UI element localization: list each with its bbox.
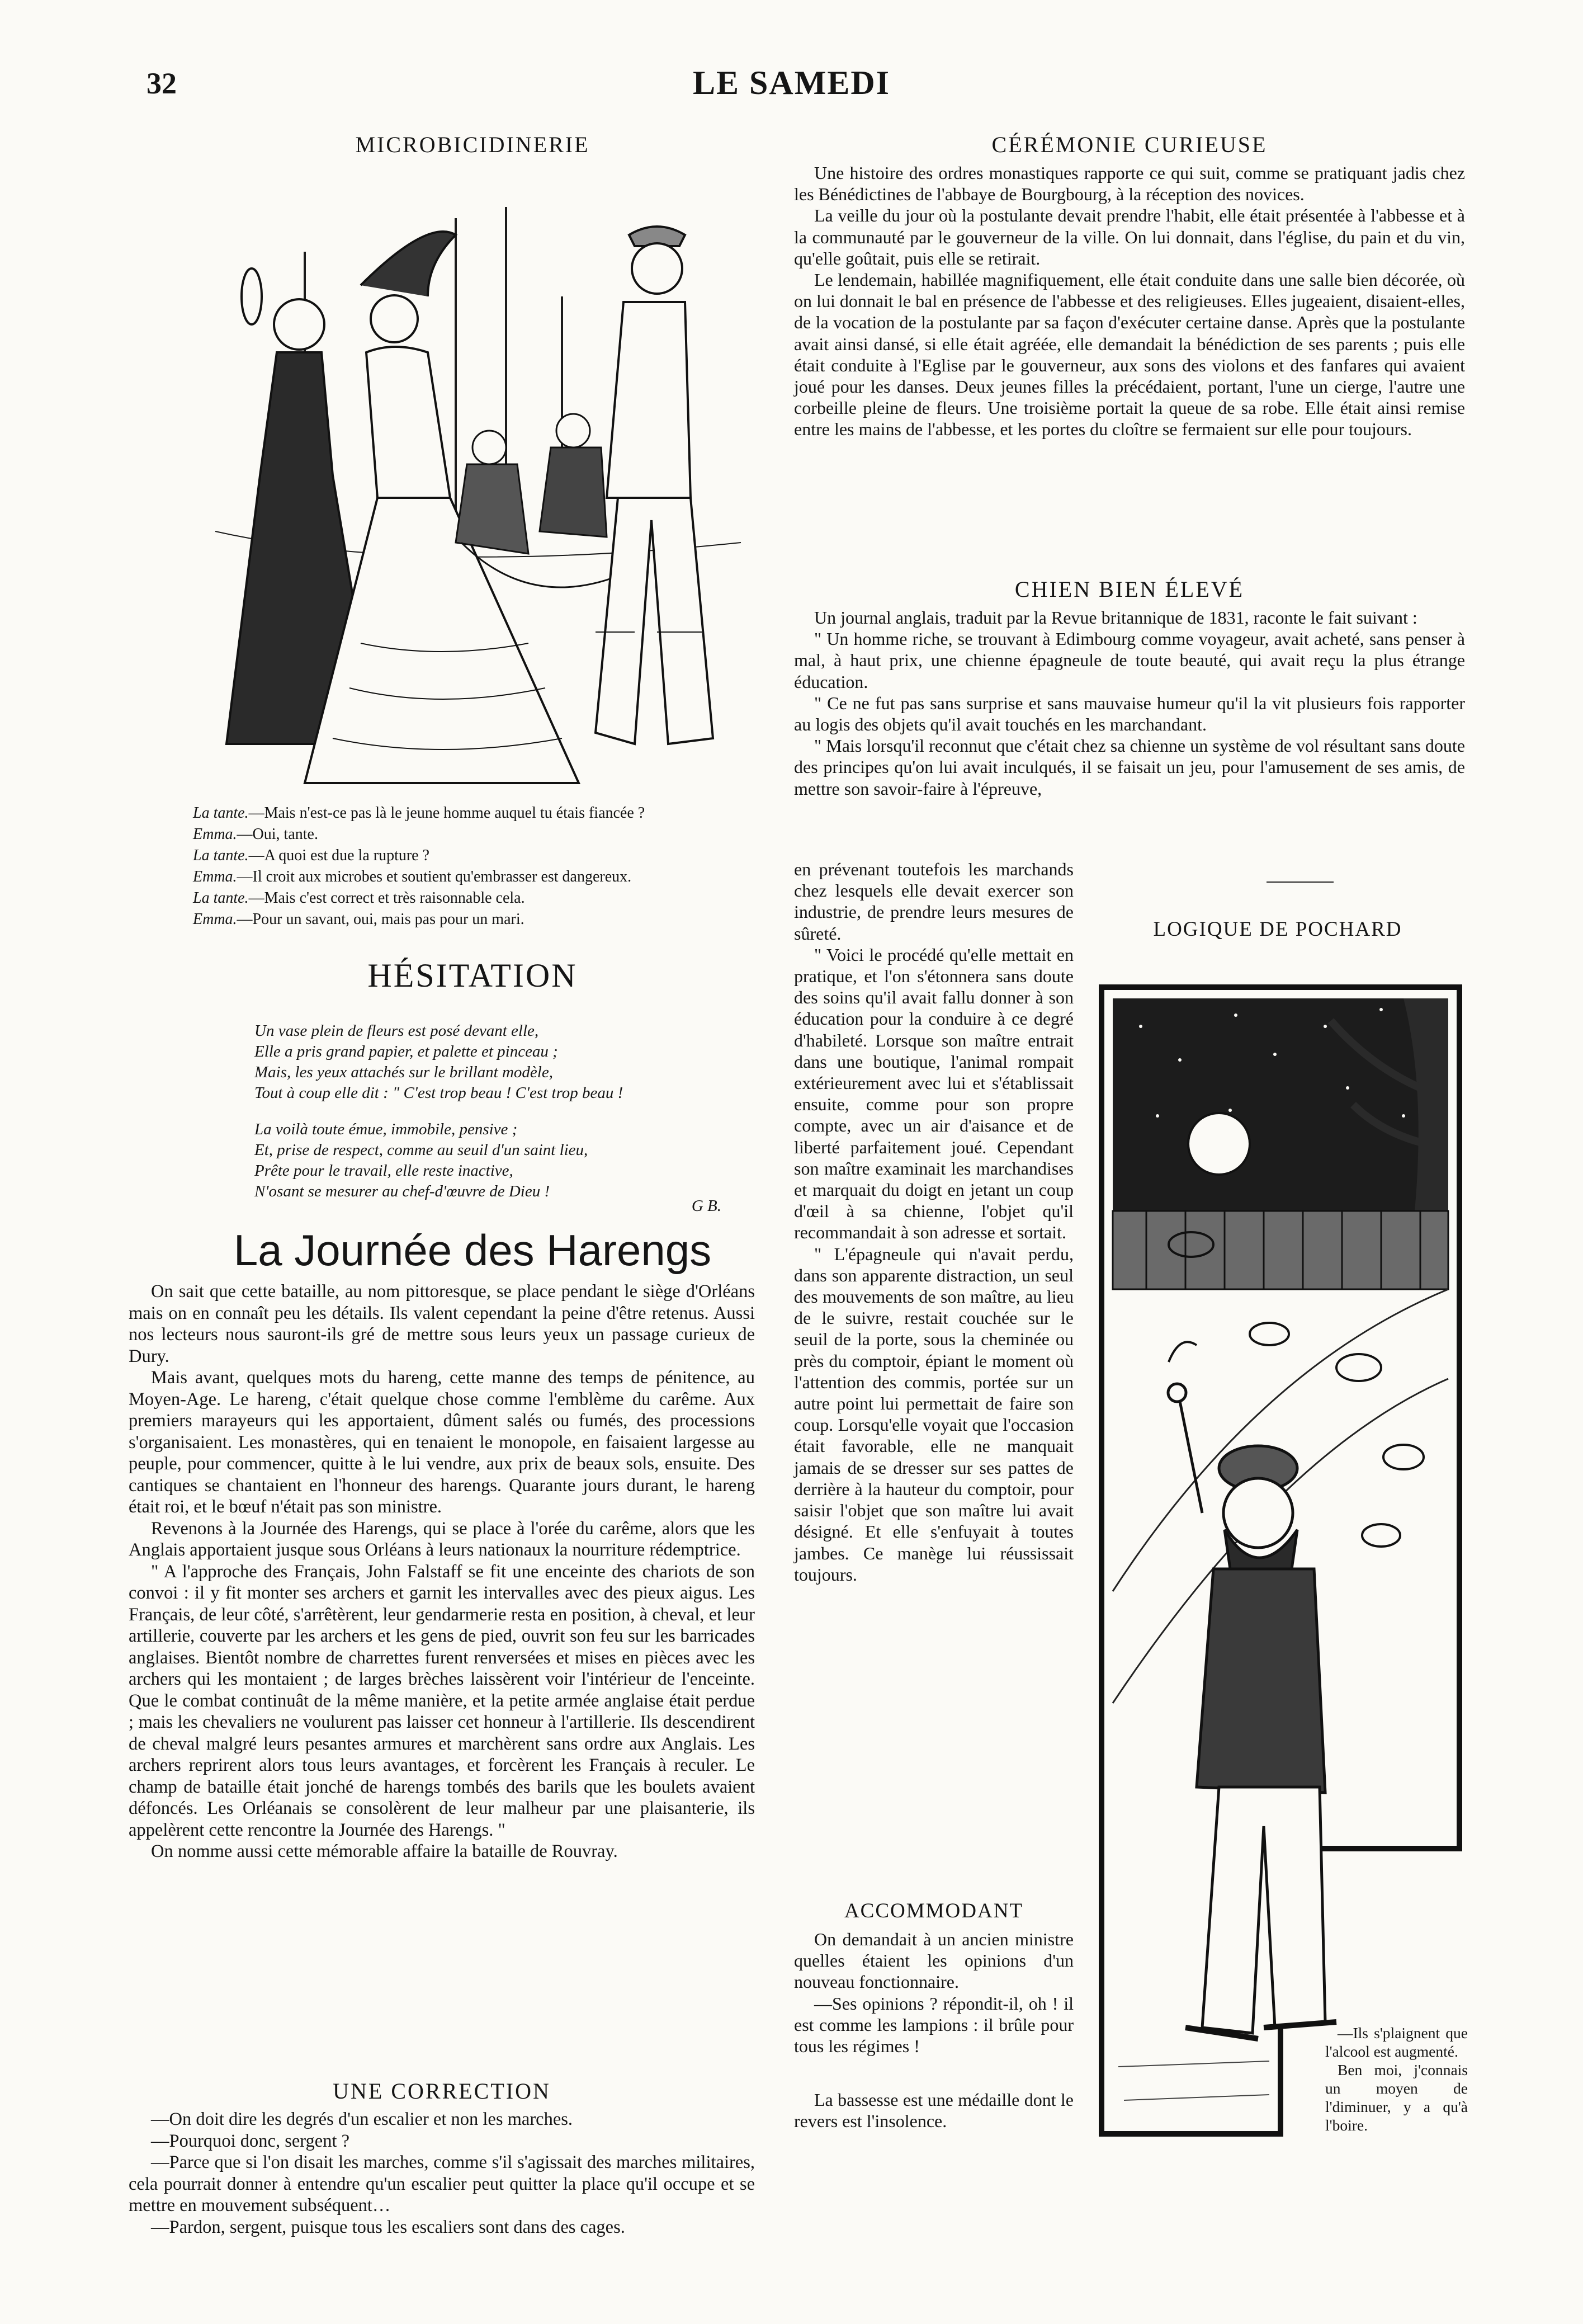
article-paragraph: Revenons à la Journée des Harengs, qui se place à l'orée du carême, alors que les Anglais apportaient jusque sous Orléans à leurs nationaux la nourriture rédemptrice. bbox=[129, 1518, 755, 1560]
poem-line: Elle a pris grand papier, et palette et pinceau ; bbox=[254, 1043, 558, 1060]
ceremonie-title: CÉRÉMONIE CURIEUSE bbox=[991, 132, 1268, 157]
accommodant-title: ACCOMMODANT bbox=[844, 1899, 1024, 1922]
microbicidinerie-title: MICROBICIDINERIE bbox=[355, 132, 590, 157]
poem-signature: G B. bbox=[691, 1197, 721, 1215]
poem-line: Et, prise de respect, comme au seuil d'un saint lieu, bbox=[254, 1141, 588, 1159]
article-paragraph: —Ses opinions ? répondit-il, oh ! il est comme les lampions : il brûle pour tous les régimes ! bbox=[794, 1993, 1074, 2057]
poem-stanza bbox=[254, 1021, 758, 1104]
hesitation-poem bbox=[254, 1021, 758, 1218]
article-paragraph: " L'épagneule qui n'avait perdu, dans son apparente distraction, un seul des mouvements de son maître, au lieu de le suivre, restait couchée sur le seuil de la porte, sous la cheminée ou près du comptoir, épiant le moment où l'attention des commis, portée sur un autre point lui permettait de faire son coup. Lorsqu'elle voyait que l'occasion était favorable, elle ne manquait jamais de se dresser sur ses pattes de derrière à la hauteur du comptoir, pour saisir l'objet que son maître lui avait désigné. Et elle s'enfuyait à toutes jambes. Ce manège lui réussissait toujours. bbox=[794, 1243, 1074, 1585]
article-paragraph: Une histoire des ordres monastiques rapporte ce qui suit, comme se pratiquant jadis chez les Bénédictines de l'abbaye de Bourgbourg, à la réception des novices. bbox=[794, 163, 1465, 205]
pochard-caption bbox=[1325, 2024, 1468, 2134]
article-paragraph: La veille du jour où la postulante devait prendre l'habit, elle était présentée à l'abbesse et à la communauté par le gouverneur de la ville. On lui donnait, dans l'église, du pain et du vin, qu'elle goûtait, puis elle se retirait. bbox=[794, 205, 1465, 268]
poem-stanza bbox=[254, 1119, 758, 1202]
poem-line: Tout à coup elle dit : " C'est trop beau ! C'est trop beau ! bbox=[254, 1084, 623, 1102]
harengs-article bbox=[129, 1281, 755, 1863]
dialogue-line: Emma.—Il croit aux microbes et soutient qu'embrasser est dangereux. bbox=[193, 868, 632, 885]
article-paragraph: Mais avant, quelques mots du hareng, cette manne des temps de pénitence, au Moyen-Age. Le hareng, c'était quelque chose comme l'emblème du carême. Aux premiers marayeurs qui les apportaient, dûment salés ou fumés, des processions s'organisaient. Les monastères, qui en tenaient le monopole, en faisaient largesse au peuple, pour commencer, quitte à le lui vendre, aux prix de beaux sols, ensuite. Des cantiques se chantaient en l'honneur des harengs. Quarante jours durant, le hareng était roi, et le bœuf n'était pas son ministre. bbox=[129, 1368, 755, 1517]
journal-title: LE SAMEDI bbox=[692, 64, 891, 101]
article-paragraph: On demandait à un ancien ministre quelles étaient les opinions d'un nouveau fonctionnaire. bbox=[794, 1929, 1074, 1992]
article-paragraph: " Un homme riche, se trouvant à Edimbourg comme voyageur, avait acheté, sans penser à mal, à haut prix, une chienne épagneule de toute beauté, qui avait reçu la plus étrange éducation. bbox=[794, 629, 1465, 692]
poem-line: Un vase plein de fleurs est posé devant elle, bbox=[254, 1022, 539, 1040]
hesitation-title: HÉSITATION bbox=[367, 957, 578, 994]
pochard-title: LOGIQUE DE POCHARD bbox=[1153, 918, 1402, 941]
chien-article-body bbox=[794, 859, 1074, 1585]
article-paragraph: " Voici le procédé qu'elle mettait en pratique, et l'on s'étonnera sans doute des soins qu'il avait fallu donner à son éducation pour la conduire à ce degré d'habileté. Lorsque son maître entrait dans une boutique, l'animal rompait extérieurement avec lui et s'établissait ensuite, comme pour son propre compte, avec un air d'aisance et de liberté parfaitement joué. Cependant son maître examinait les marchandises et marquait du doigt en jetant un coup d'œil à sa chienne, l'objet qu'il recommandait à son adresse et sortait. bbox=[794, 944, 1074, 1243]
accommodant-article bbox=[794, 1929, 1074, 2057]
caption-line: Ben moi, j'connais un moyen de l'diminuer, y a qu'à l'boire. bbox=[1325, 2061, 1468, 2134]
caption-line: —Ils s'plaignent que l'alcool est augmenté. bbox=[1325, 2024, 1468, 2060]
article-paragraph: On nomme aussi cette mémorable affaire la bataille de Rouvray. bbox=[151, 1841, 618, 1861]
article-paragraph: —Parce que si l'on disait les marches, comme s'il s'agissait des marches militaires, cela pourrait donner à entendre qu'un escalier peut quitter la place qu'il occupe et se mettre en mouvement subséquent… bbox=[129, 2152, 755, 2215]
dialogue-line: La tante.—Mais n'est-ce pas là le jeune homme auquel tu étais fiancée ? bbox=[193, 804, 645, 822]
article-paragraph: On sait que cette bataille, au nom pittoresque, se place pendant le siège d'Orléans mais on en connaît peu les détails. Ils valent cependant la peine d'être retenus. Aussi nos lecteurs nous sauront-ils gré de mettre sous leurs yeux un passage curieux de Dury. bbox=[129, 1281, 755, 1366]
section-divider bbox=[1267, 881, 1334, 883]
ceremonie-article bbox=[794, 162, 1465, 440]
article-paragraph: —Pardon, sergent, puisque tous les escaliers sont dans des cages. bbox=[151, 2217, 625, 2237]
dialogue-line: Emma.—Pour un savant, oui, mais pas pour un mari. bbox=[193, 911, 524, 928]
page-number: 32 bbox=[147, 67, 177, 100]
poem-line: N'osant se mesurer au chef-d'œuvre de Dieu ! bbox=[254, 1182, 550, 1200]
chien-article-intro bbox=[794, 607, 1465, 799]
article-paragraph: Le lendemain, habillée magnifiquement, elle était conduite dans une salle bien décorée, où on lui donnait le bal en présence de l'abbesse et des religieuses. Elles jugeaient, disaient-elles, de la vocation de la postulante par sa façon d'exécuter certaine danse. Après que la postulante avait ainsi dansé, si elle était agréée, elle demandait la bénédiction de ses parents ; puis elle était conduite à l'Eglise par le gouverneur, aux sons des violons et des fanfares qui avaient joué pour les danses. Deux jeunes filles la précédaient, portant, l'une un cierge, l'autre une corbeille pleine de fleurs. Une troisième portait la queue de sa robe. Elle était ainsi remise entre les mains de l'abbesse, et les portes du cloître se fermaient sur elle pour toujours. bbox=[794, 270, 1465, 440]
cartoon-dialogue bbox=[193, 803, 752, 930]
article-paragraph: —On doit dire les degrés d'un escalier et non les marches. bbox=[151, 2109, 573, 2129]
harengs-title: La Journée des Harengs bbox=[233, 1225, 712, 1275]
article-paragraph: Un journal anglais, traduit par la Revue britannique de 1831, raconte le fait suivant : bbox=[814, 607, 1417, 628]
dialogue-line: Emma.—Oui, tante. bbox=[193, 826, 318, 843]
article-paragraph: " Mais lorsqu'il reconnut que c'était chez sa chienne un système de vol résultant sans doute des principes qu'on lui avait inculqués, il se faisait un jeu, pour l'amusement de ses amis, de mettre son savoir-faire à l'épreuve, bbox=[794, 736, 1465, 799]
cartoon-illustration-drunkard bbox=[1090, 976, 1471, 2145]
maxim bbox=[794, 2089, 1074, 2132]
dialogue-line: La tante.—Mais c'est correct et très raisonnable cela. bbox=[193, 889, 525, 907]
dialogue-line: La tante.—A quoi est due la rupture ? bbox=[193, 847, 430, 864]
article-paragraph: " Ce ne fut pas sans surprise et sans mauvaise humeur qu'il la vit plusieurs fois rapporter au logis des objets qu'il avait touchés en les marchandant. bbox=[794, 692, 1465, 735]
correction-title: UNE CORRECTION bbox=[333, 2078, 551, 2104]
poem-line: Prête pour le travail, elle reste inactive, bbox=[254, 1162, 513, 1180]
correction-article bbox=[129, 2109, 755, 2238]
article-paragraph: en prévenant toutefois les marchands chez lesquels elle devait exercer son industrie, de prendre leurs mesures de sûreté. bbox=[794, 859, 1074, 944]
cartoon-illustration-couple bbox=[193, 185, 752, 789]
poem-line: La voilà toute émue, immobile, pensive ; bbox=[254, 1120, 518, 1138]
article-paragraph: —Pourquoi donc, sergent ? bbox=[151, 2130, 350, 2151]
poem-line: Mais, les yeux attachés sur le brillant modèle, bbox=[254, 1063, 553, 1081]
chien-title: CHIEN BIEN ÉLEVÉ bbox=[1014, 577, 1245, 602]
article-paragraph: " A l'approche des Français, John Falstaff se fit une enceinte des chariots de son convoi : il y fit monter ses archers et garnit les intervalles avec des pieux aigus. Les Français, de leur côté, s'arrêtèrent, leur gendarmerie resta en position, à cheval, et leur artillerie, couverte par les archers et les gens de pied, ouvrit son feu sur les barricades anglaises. Bientôt nombre de charrettes furent renversées et mises en pièces avec les archers qui les montaient ; de larges brèches laissèrent voir l'intérieur de l'enceinte. Que le combat continuât de la même manière, et la petite armée anglaise était perdue ; mais les chevaliers ne voulurent pas laisser cet honneur à l'artillerie. Ils descendirent de cheval malgré leurs pesantes armures et marchèrent sans ordre aux Anglais. Les archers reprirent alors tous leurs avantages, et forcèrent les Français à reculer. Le champ de bataille était jonché de harengs tombés des barils que les boulets avaient défoncés. Les Orléanais se consolèrent de leur malheur par une plaisanterie, ils appelèrent cette rencontre la Journée des Harengs. " bbox=[129, 1561, 755, 1840]
maxim-text: La bassesse est une médaille dont le revers est l'insolence. bbox=[794, 2090, 1074, 2132]
